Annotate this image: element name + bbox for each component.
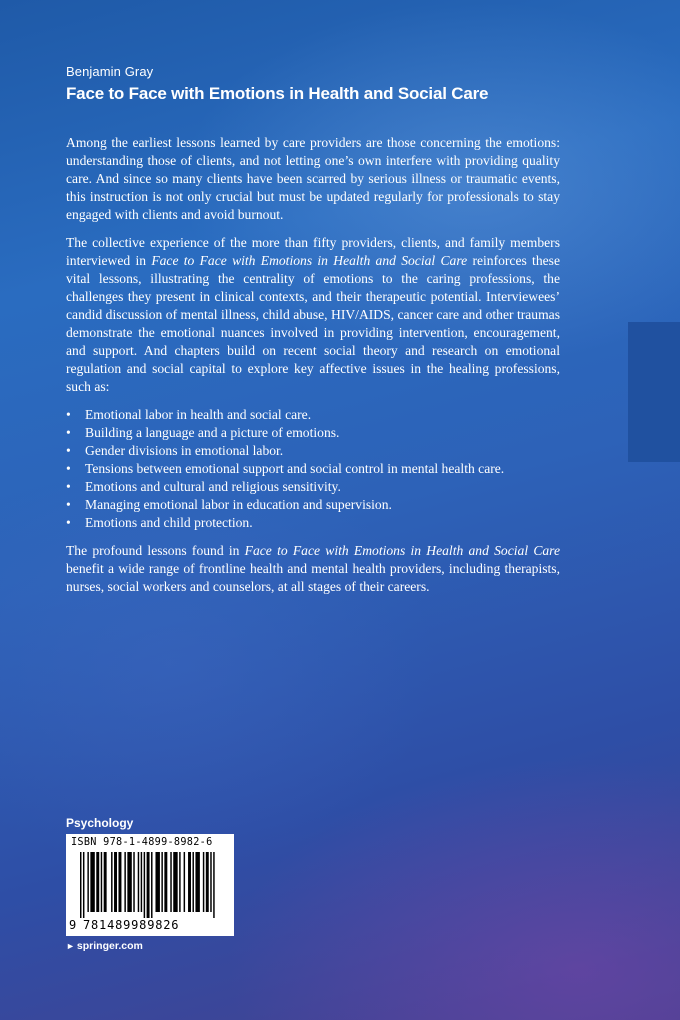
topic-list <box>66 406 560 532</box>
list-item <box>66 514 560 532</box>
list-item-text: Emotions and child protection. <box>85 515 253 530</box>
side-tab <box>628 322 680 462</box>
barcode-bars <box>80 852 230 918</box>
ean-first-digit: 9 <box>69 918 77 932</box>
list-item-text: Emotional labor in health and social care. <box>85 407 312 422</box>
paragraph-2-text-end: reinforces these vital lessons, illustrating the centrality of emotions to the caring professions, the challenges they present in clinical contexts, and their therapeutic potential. Interviewees’ candid discussion of mental illness, child abuse, HIV/AIDS, cancer care and other traumas demonstrate the emotional nuances involved in providing intervention, encouragement, and support. And chapters build on recent social theory and research on emotional regulation and social capital to explore key affective issues in the healing professions, such as: <box>66 253 560 394</box>
list-item <box>66 496 560 514</box>
list-item <box>66 460 560 478</box>
bullet-icon: • <box>66 425 71 440</box>
list-item-text: Tensions between emotional support and social control in mental health care. <box>85 461 505 476</box>
paragraph-3-text-end: benefit a wide range of frontline health and mental health providers, including therapists, nurses, social workers and counselors, at all stages of their careers. <box>66 561 560 594</box>
paragraph-3-book-title: Face to Face with Emotions in Health and Social Care <box>244 543 561 558</box>
list-item <box>66 442 560 460</box>
list-item-text: Managing emotional labor in education and supervision. <box>85 497 392 512</box>
paragraph-2-book-title: Face to Face with Emotions in Health and Social Care <box>151 253 468 268</box>
bullet-icon: • <box>66 515 71 530</box>
paragraph-2 <box>66 234 560 396</box>
subject-category: Psychology <box>66 816 134 830</box>
bullet-icon: • <box>66 443 71 458</box>
list-item <box>66 478 560 496</box>
paragraph-2-text: The collective experience of the more than fifty providers, clients, and family members interviewed in <box>66 235 560 268</box>
list-item <box>66 406 560 424</box>
bullet-icon: • <box>66 407 71 422</box>
barcode <box>66 834 234 936</box>
isbn-label: ISBN 978-1-4899-8982-6 <box>71 837 213 848</box>
bullet-icon: • <box>66 479 71 494</box>
list-item-text: Emotions and cultural and religious sensitivity. <box>85 479 341 494</box>
bullet-icon: • <box>66 461 71 476</box>
arrow-icon: ► <box>66 941 75 951</box>
blurb <box>66 134 560 606</box>
paragraph-3-text: The profound lessons found in <box>66 543 245 558</box>
list-item-text: Building a language and a picture of emotions. <box>85 425 340 440</box>
publisher-link[interactable] <box>66 940 143 952</box>
book-title: Face to Face with Emotions in Health and Social Care <box>66 84 489 103</box>
paragraph-1: Among the earliest lessons learned by care providers are those concerning the emotions: understanding those of clients, and not letting one’s own interfere with providing quality care. And since so many clients have been scarred by serious illness or traumatic events, this instruction is not only crucial but must be updated regularly for professionals to stay engaged with clients and avoid burnout. <box>66 135 560 222</box>
publisher-url: springer.com <box>76 940 143 952</box>
ean-digits: 781489989826 <box>83 918 180 932</box>
bullet-icon: • <box>66 497 71 512</box>
author-name: Benjamin Gray <box>66 64 154 79</box>
list-item <box>66 424 560 442</box>
list-item-text: Gender divisions in emotional labor. <box>85 443 284 458</box>
paragraph-3 <box>66 542 560 596</box>
